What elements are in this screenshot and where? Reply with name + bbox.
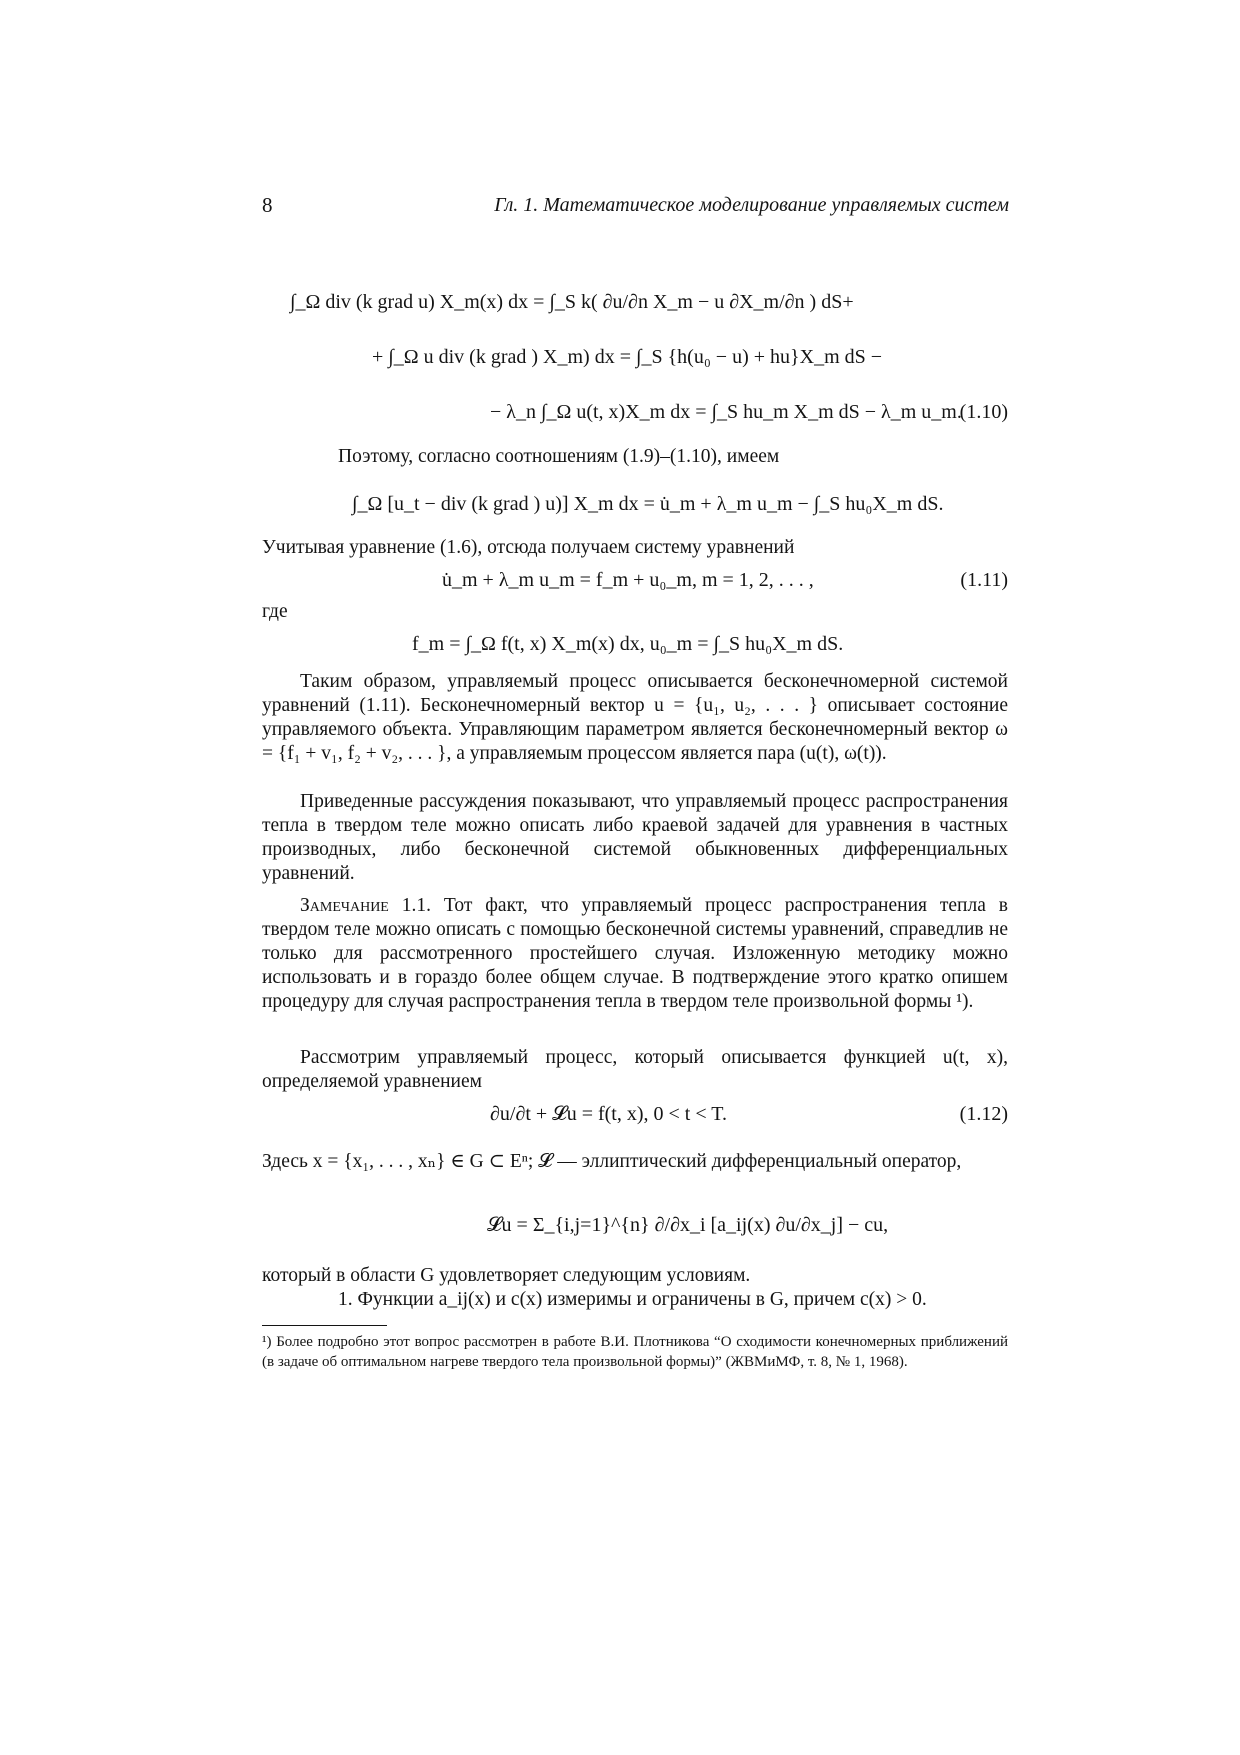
paragraph-here: Здесь x = {x₁, . . . , xₙ} ∈ G ⊂ Eⁿ; 𝓛 — эллиптический дифференциальный оператор,: [262, 1151, 962, 1172]
paragraph-therefore: Поэтому, согласно соотношениям (1.9)–(1.10), имеем: [338, 446, 780, 467]
equation-1-10-line-1: ∫_Ω div (k grad u) X_m(x) dx = ∫_S k( ∂u/∂n X_m − u ∂X_m/∂n ) dS+: [290, 291, 854, 313]
equation-1-12: ∂u/∂t + 𝓛u = f(t, x), 0 < t < T.: [490, 1103, 728, 1125]
equation-1-10-line-3: − λ_n ∫_Ω u(t, x)X_m dx = ∫_S hu_m X_m dS − λ_m u_m.: [490, 401, 962, 423]
equation-fm-u0m: f_m = ∫_Ω f(t, x) X_m(x) dx, u₀_m = ∫_S hu₀X_m dS.: [412, 633, 844, 655]
condition-1: 1. Функции a_ij(x) и c(x) измеримы и ограничены в G, причем c(x) > 0.: [338, 1289, 927, 1310]
paragraph-reasoning: Приведенные рассуждения показывают, что управляемый процесс распространения тепла в твердом теле можно описать либо краевой задачей для уравнения в частных производных, либо бесконечной системой обыкновенных дифференциальных уравнений.: [262, 791, 1008, 884]
equation-1-10-line-2: + ∫_Ω u div (k grad ) X_m) dx = ∫_S {h(u₀ − u) + hu}X_m dS −: [372, 346, 883, 368]
paragraph-conditions: который в области G удовлетворяет следующим условиям.: [262, 1265, 751, 1286]
equation-integral-residual: ∫_Ω [u_t − div (k grad ) u)] X_m dx = u̇_m + λ_m u_m − ∫_S hu₀X_m dS.: [352, 493, 944, 515]
paragraph-considering: Учитывая уравнение (1.6), отсюда получаем систему уравнений: [262, 537, 795, 558]
remark-1-1: [262, 894, 1008, 1014]
equation-number-1-12: (1.12): [959, 1103, 1008, 1125]
remark-text: Тот факт, что управляемый процесс распространения тепла в твердом теле можно описать с помощью бесконечной системы уравнений, справедлив не только для рассмотренного простейшего случая. Изложенную методику можно использовать и в гораздо более общем случае. В подтверждение этого кратко опишем процедуру для случая распространения тепла в твердом теле произвольной формы ¹).: [262, 895, 1008, 1012]
paragraph-consider-process: Рассмотрим управляемый процесс, который описывается функцией u(t, x), определяемой уравнением: [262, 1047, 1008, 1092]
running-head: Гл. 1. Математическое моделирование управляемых систем: [494, 194, 1009, 216]
equation-elliptic-operator: 𝓛u = Σ_{i,j=1}^{n} ∂/∂x_i [a_ij(x) ∂u/∂x_j] − cu,: [487, 1214, 889, 1236]
footnote-rule: [262, 1325, 387, 1326]
equation-number-1-10: (1.10): [959, 401, 1008, 423]
page-number: 8: [262, 193, 273, 217]
footnote: ¹) Более подробно этот вопрос рассмотрен в работе В.И. Плотникова “О сходимости конечномерных приближений (в задаче об оптимальном нагреве твердого тела произвольной формы)” (ЖВМиМФ, т. 8, № 1, 1968).: [262, 1334, 1008, 1370]
equation-1-11: u̇_m + λ_m u_m = f_m + u₀_m, m = 1, 2, . . . ,: [442, 569, 814, 591]
remark-label: Замечание 1.1.: [300, 895, 432, 916]
paragraph-where: где: [262, 601, 288, 622]
equation-number-1-11: (1.11): [960, 569, 1008, 591]
paragraph-thus: Таким образом, управляемый процесс описывается бесконечномерной системой уравнений (1.11). Бесконечномерный вектор u = {u₁, u₂, . . . } описывает состояние управляемого объекта. Управляющим параметром является бесконечномерный вектор ω = {f₁ + v₁, f₂ + v₂, . . . }, а управляемым процессом является пара (u(t), ω(t)).: [262, 671, 1008, 764]
